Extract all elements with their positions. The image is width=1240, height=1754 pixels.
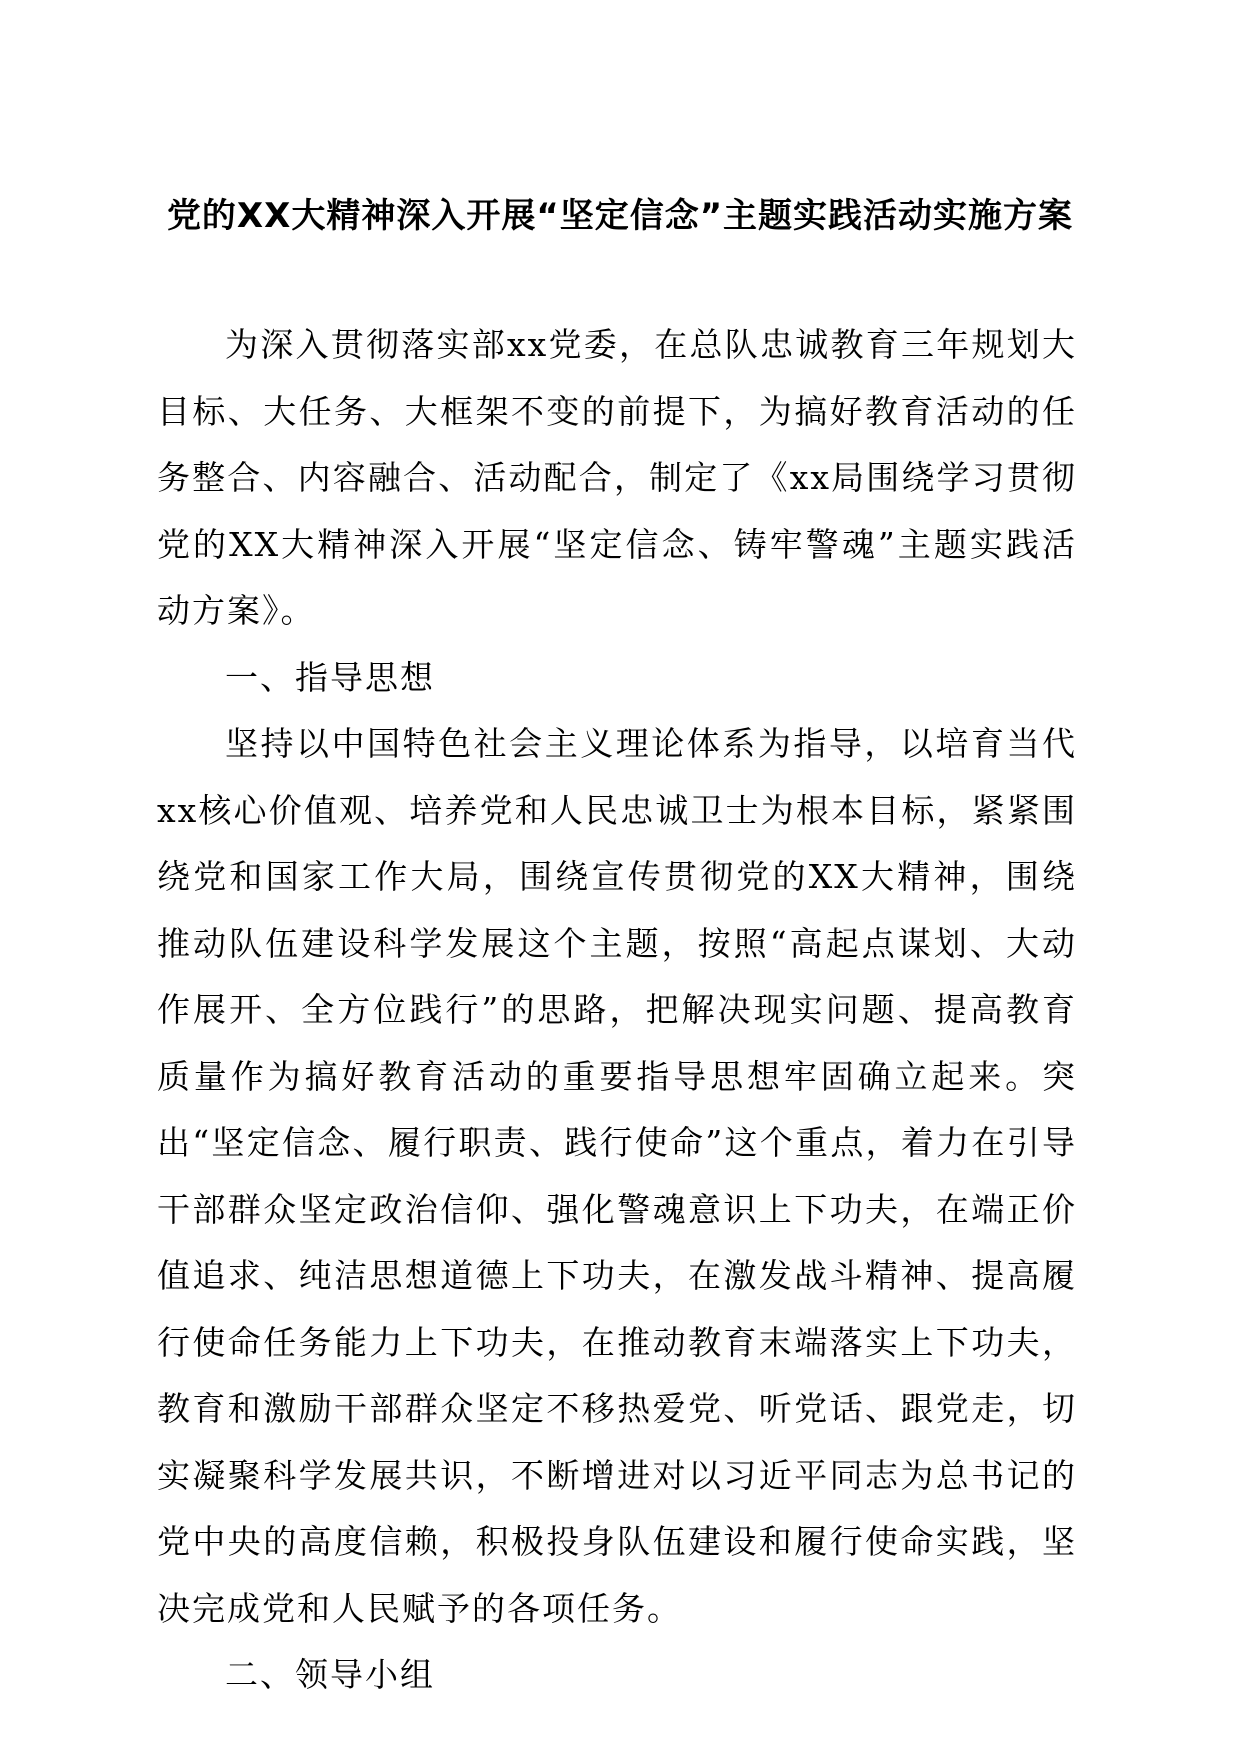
- document-title: 党的XX大精神深入开展“坚定信念”主题实践活动实施方案: [166, 196, 1074, 236]
- section-heading-guiding-ideology: 一、指导思想: [225, 657, 435, 697]
- guiding-ideology-paragraph: 坚持以中国特色社会主义理论体系为指导，以培育当代xx核心价值观、培养党和人民忠诚卫士为根本目标，紧紧围绕党和国家工作大局，围绕宣传贯彻党的XX大精神，围绕推动队伍建设科学发展这个主题，按照“高起点谋划、大动作展开、全方位践行”的思路，把解决现实问题、提高教育质量作为搞好教育活动的重要指导思想牢固确立起来。突出“坚定信念、履行职责、践行使命”这个重点，着力在引导干部群众坚定政治信仰、强化警魂意识上下功夫，在端正价值追求、纯洁思想道德上下功夫，在激发战斗精神、提高履行使命任务能力上下功夫，在推动教育末端落实上下功夫，教育和激励干部群众坚定不移热爱党、听党话、跟党走，切实凝聚科学发展共识，不断增进对以习近平同志为总书记的党中央的高度信赖，积极投身队伍建设和履行使命实践，坚决完成党和人民赋予的各项任务。: [157, 724, 1077, 1628]
- intro-paragraph: 为深入贯彻落实部xx党委，在总队忠诚教育三年规划大目标、大任务、大框架不变的前提下，为搞好教育活动的任务整合、内容融合、活动配合，制定了《xx局围绕学习贯彻党的XX大精神深入开展“坚定信念、铸牢警魂”主题实践活动方案》。: [157, 325, 1077, 630]
- document-body: [157, 312, 1077, 1709]
- section-heading-leadership-group: 二、领导小组: [225, 1655, 435, 1694]
